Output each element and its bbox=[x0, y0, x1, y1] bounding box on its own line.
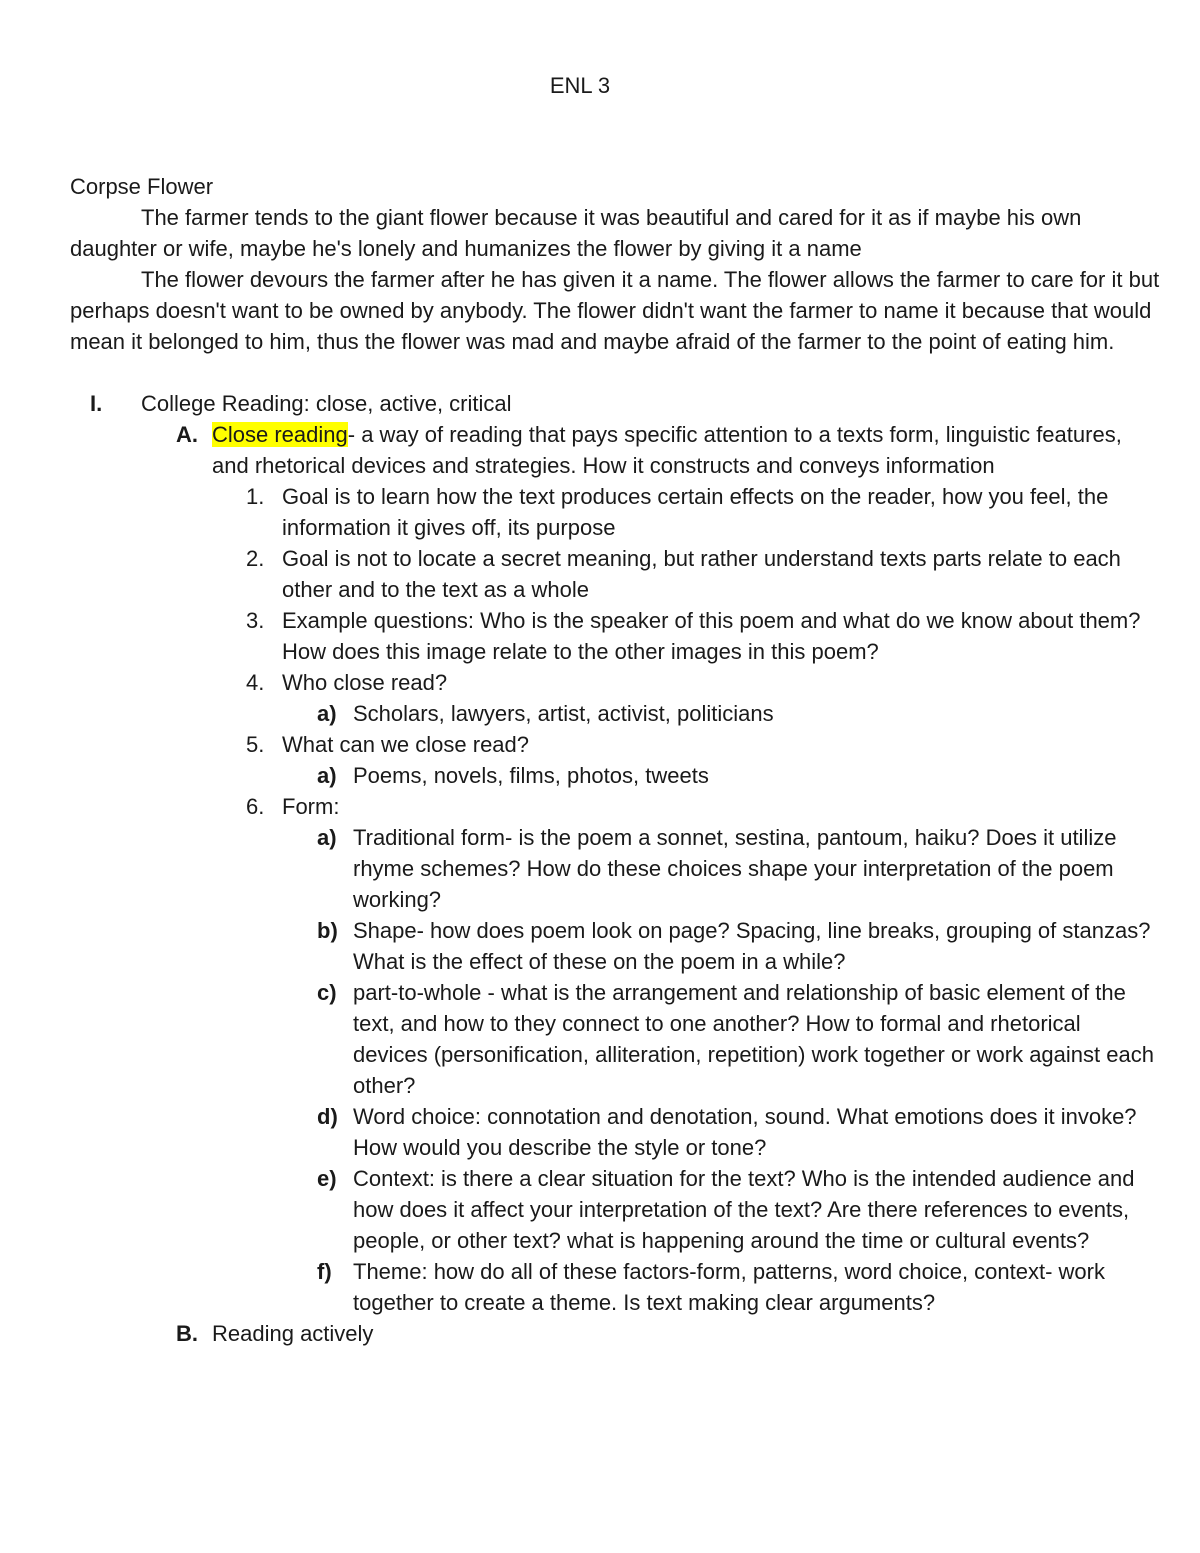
course-header: ENL 3 bbox=[549, 73, 611, 98]
list-text: Goal is to learn how the text produces certain effects on the reader, how you feel, the information it gives off, its purpose bbox=[282, 484, 1109, 540]
list-item bbox=[70, 481, 1160, 543]
outline-item-I bbox=[70, 388, 1160, 419]
list-text: Goal is not to locate a secret meaning, but rather understand texts parts relate to each other and to the text as a whole bbox=[282, 546, 1121, 602]
form-marker: e) bbox=[317, 1166, 337, 1191]
list-marker: 2. bbox=[246, 546, 265, 571]
list-marker: 6. bbox=[246, 794, 265, 819]
highlighted-term: Close reading bbox=[212, 422, 348, 447]
outline-item-A bbox=[70, 419, 1160, 481]
outline-text: College Reading: close, active, critical bbox=[141, 391, 512, 416]
form-item bbox=[70, 1101, 1160, 1163]
paragraph: The farmer tends to the giant flower because it was beautiful and cared for it as if maybe his own daughter or wife, maybe he's lonely and humanizes the flower by giving it a name bbox=[70, 205, 1082, 261]
list-item bbox=[70, 667, 1160, 698]
list-text: Example questions: Who is the speaker of this poem and what do we know about them? How does this image relate to the other images in this poem? bbox=[282, 608, 1141, 664]
list-marker: 3. bbox=[246, 608, 265, 633]
sub-list-text: Scholars, lawyers, artist, activist, politicians bbox=[353, 701, 774, 726]
outline-marker: B. bbox=[176, 1321, 198, 1346]
list-item bbox=[70, 605, 1160, 667]
form-item bbox=[70, 1256, 1160, 1318]
list-text: What can we close read? bbox=[282, 732, 530, 757]
outline-text: Reading actively bbox=[212, 1321, 374, 1346]
sub-list-text: Poems, novels, films, photos, tweets bbox=[353, 763, 709, 788]
sub-list-marker: a) bbox=[317, 701, 337, 726]
form-marker: d) bbox=[317, 1104, 338, 1129]
form-text: Shape- how does poem look on page? Spacing, line breaks, grouping of stanzas? What is the effect of these on the poem in a while? bbox=[353, 918, 1151, 974]
form-item bbox=[70, 915, 1160, 977]
document-body bbox=[70, 171, 1160, 1349]
list-item bbox=[70, 543, 1160, 605]
outline-marker: I. bbox=[90, 391, 103, 416]
form-marker: f) bbox=[317, 1259, 332, 1284]
form-text: Traditional form- is the poem a sonnet, sestina, pantoum, haiku? Does it utilize rhyme schemes? How do these choices shape your interpretation of the poem working? bbox=[353, 825, 1117, 912]
form-marker: b) bbox=[317, 918, 338, 943]
list-text: Who close read? bbox=[282, 670, 448, 695]
form-text: part-to-whole - what is the arrangement and relationship of basic element of the text, and how to they connect to one another? How to formal and rhetorical devices (personification, alliteration, repetition) work together or work against each other? bbox=[353, 980, 1154, 1098]
form-text: Context: is there a clear situation for the text? Who is the intended audience and how does it affect your interpretation of the text? Are there references to events, people, or other text? what is happening around the time or cultural events? bbox=[353, 1166, 1135, 1253]
list-marker: 4. bbox=[246, 670, 265, 695]
sub-list-marker: a) bbox=[317, 763, 337, 788]
paragraph: The flower devours the farmer after he has given it a name. The flower allows the farmer to care for it but perhaps doesn't want to be owned by anybody. The flower didn't want the farmer to name it because that would mean it belonged to him, thus the flower was mad and maybe afraid of the farmer to the point of eating him. bbox=[70, 267, 1160, 354]
sub-list-item bbox=[70, 698, 1160, 729]
form-item bbox=[70, 977, 1160, 1101]
form-item bbox=[70, 1163, 1160, 1256]
list-item bbox=[70, 729, 1160, 760]
list-text: Form: bbox=[282, 794, 340, 819]
list-marker: 5. bbox=[246, 732, 265, 757]
section-title: Corpse Flower bbox=[70, 174, 214, 199]
outline-text: - a way of reading that pays specific attention to a texts form, linguistic features, and rhetorical devices and strategies. How it constructs and conveys information bbox=[212, 422, 1122, 478]
list-marker: 1. bbox=[246, 484, 265, 509]
outline-item-B bbox=[70, 1318, 1160, 1349]
outline-marker: A. bbox=[176, 422, 198, 447]
form-item bbox=[70, 822, 1160, 915]
sub-list-item bbox=[70, 760, 1160, 791]
form-text: Word choice: connotation and denotation, sound. What emotions does it invoke? How would you describe the style or tone? bbox=[353, 1104, 1137, 1160]
blank-line bbox=[70, 357, 1160, 388]
list-item bbox=[70, 791, 1160, 822]
form-marker: a) bbox=[317, 825, 337, 850]
form-text: Theme: how do all of these factors-form, patterns, word choice, context- work together to create a theme. Is text making clear arguments? bbox=[353, 1259, 1105, 1315]
form-marker: c) bbox=[317, 980, 337, 1005]
